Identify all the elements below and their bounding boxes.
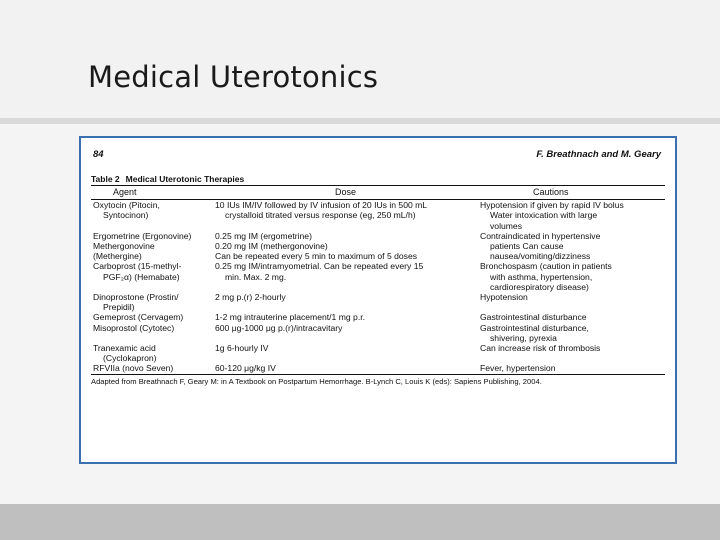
page-header [91,148,665,162]
table-footnote: Adapted from Breathnach F, Geary M: in A Textbook on Postpartum Hemorrhage. B-Lynch C, Louis K (eds): Sapiens Publishing, 2004. [91,376,542,386]
cautions-cell: Can increase risk of thrombosis [480,343,601,354]
cautions-cell: Gastrointestinal disturbance, [480,322,589,333]
agent-cell: (Cyclokapron) [103,353,157,364]
table-body [91,200,665,374]
agent-cell: Methergonovine [93,241,155,252]
agent-cell: (Methergine) [93,251,142,262]
agent-cell: Carboprost (15-methyl- [93,261,182,272]
scanned-table-image [79,136,677,464]
table-row [91,343,665,363]
footer-band [0,504,720,540]
table-row [91,312,665,343]
dose-cell: Can be repeated every 5 min to maximum of 5 doses [215,251,418,262]
cautions-cell: nausea/vomiting/dizziness [490,251,591,262]
header-cautions: Cautions [533,187,569,197]
cautions-cell: shivering, pyrexia [490,332,557,343]
cautions-cell: Contraindicated in hypertensive [480,230,601,241]
dose-cell: 2 mg p.(r) 2-hourly [215,292,286,303]
table-label: Table 2 [91,174,120,184]
cautions-cell: Gastrointestinal disturbance [480,312,587,323]
agent-cell: Ergometrine (Ergonovine) [93,230,192,241]
cautions-cell: Bronchospasm (caution in patients [480,261,612,272]
dose-cell: 10 IUs IM/IV followed by IV infusion of 20 IUs in 500 mL [215,200,428,211]
table-title: Medical Uterotonic Therapies [125,174,245,184]
dose-cell: crystalloid titrated versus response (eg, 250 mL/h) [225,210,416,221]
agent-cell: Dinoprostone (Prostin/ [93,292,179,303]
page-number: 84 [93,149,104,160]
cautions-cell: Hypotension if given by rapid IV bolus [480,200,624,211]
dose-cell: 60-120 μg/kg IV [215,363,276,374]
dose-cell: 1g 6-hourly IV [215,343,269,354]
agent-cell: Gemeprost (Cervagem) [93,312,184,323]
cautions-cell: Water intoxication with large [490,210,598,221]
uterotonic-table [91,186,665,374]
document-page [91,148,665,387]
table-caption [91,174,665,185]
header-agent: Agent [113,187,137,197]
dose-cell: 0.20 mg IM (methergonovine) [215,241,328,252]
agent-cell: Misoprostol (Cytotec) [93,322,175,333]
table-row [91,292,665,312]
title-band [0,0,720,118]
dose-cell: min. Max. 2 mg. [225,271,287,282]
agent-cell: Syntocinon) [103,210,149,221]
cautions-cell: Hypotension [480,292,528,303]
running-authors: F. Breathnach and M. Geary [536,149,661,160]
cautions-cell: volumes [490,220,522,231]
agent-cell: Tranexamic acid [93,343,156,354]
cautions-cell: with asthma, hypertension, [490,271,593,282]
bottom-rule [91,374,665,375]
cautions-cell: patients Can cause [490,241,564,252]
agent-cell: RFVIIa (novo Seven) [93,363,174,374]
table-row [91,261,665,292]
cautions-cell: Fever, hypertension [480,363,556,374]
cautions-cell: cardiorespiratory disease) [490,281,589,292]
agent-cell: Prepidil) [103,302,135,313]
table-row [91,200,665,231]
table-header-row [91,186,665,200]
dose-cell: 0.25 mg IM/intramyometrial. Can be repeated every 15 [215,261,424,272]
dose-cell: 1-2 mg intrauterine placement/1 mg p.r. [215,312,365,323]
header-dose: Dose [334,187,356,197]
table-row [91,363,665,373]
agent-cell: PGF₂α) (Hemabate) [103,271,180,282]
table-row [91,231,665,262]
agent-cell: Oxytocin (Pitocin, [93,200,160,211]
dose-cell: 0.25 mg IM (ergometrine) [215,230,312,241]
slide-title: Medical Uterotonics [88,60,379,94]
dose-cell: 600 μg-1000 μg p.(r)/intracavitary [215,322,343,333]
